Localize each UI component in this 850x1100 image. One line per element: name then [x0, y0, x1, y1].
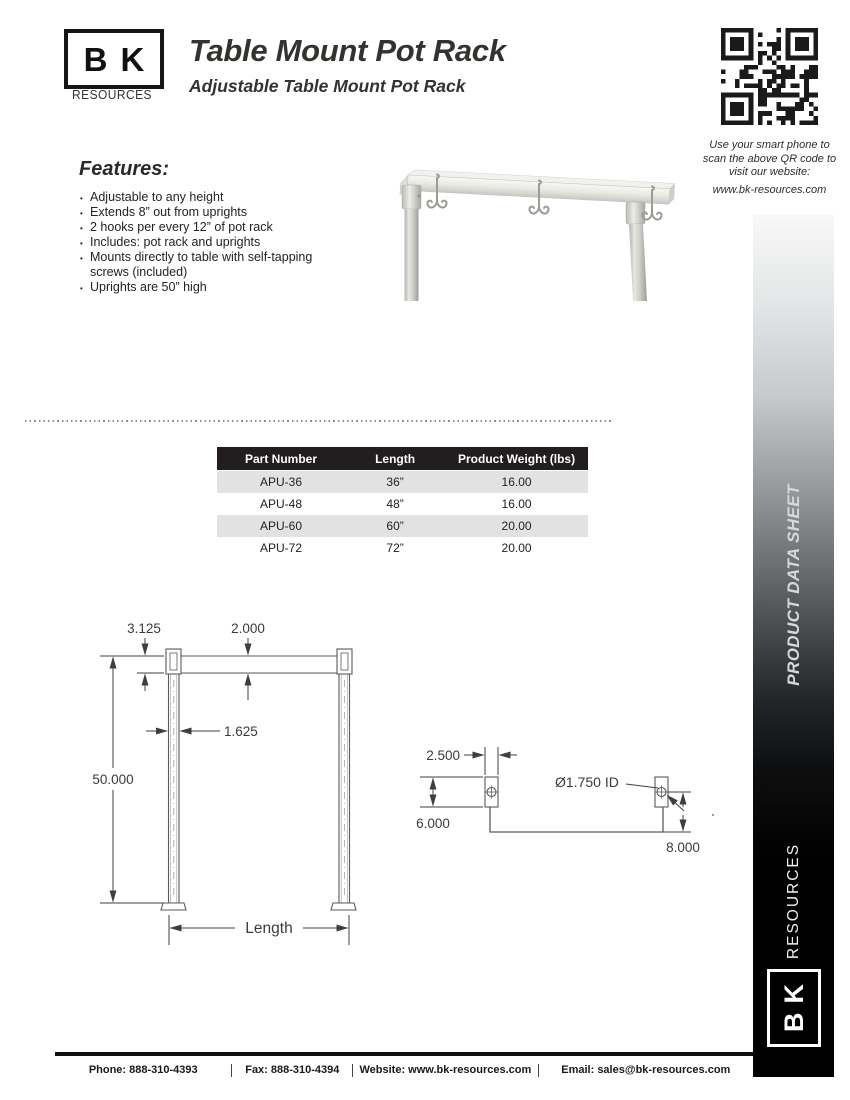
spec-header-part-number: Part Number [244, 451, 317, 466]
length-cell: 36” [386, 475, 404, 489]
front-view-dimensions [100, 638, 349, 945]
sidebar-product-data-sheet-label: PRODUCT DATA SHEET [783, 484, 803, 686]
part-number-cell: APU-36 [259, 475, 302, 489]
dim-upright-width: 1.625 [224, 724, 258, 739]
footer-website: Website: www.bk-resources.com [359, 1064, 532, 1076]
qr-caption-line: visit our website: [728, 166, 811, 178]
features-list [79, 190, 331, 295]
qr-caption-line: Use your smart phone to [709, 139, 830, 151]
dim-bar-height: 2.000 [231, 621, 265, 636]
weight-cell: 20.00 [501, 519, 532, 533]
bk-logo-name: RESOURCES [72, 87, 152, 102]
feature-item: • Mounts directly to table with self-tapping screws (included) [79, 250, 331, 280]
dim-socket-width: 2.500 [426, 748, 460, 763]
front-view-parts [161, 649, 356, 910]
part-number-cell: APU-72 [259, 541, 302, 555]
weight-cell: 16.00 [501, 497, 532, 511]
dim-length-label: Length [245, 920, 293, 937]
feature-item: • 2 hooks per every 12” of pot rack [79, 220, 331, 235]
table-row [217, 471, 588, 493]
sidebar-bk-logo-letters: BK [778, 975, 808, 1032]
spec-header-weight: Product Weight (lbs) [458, 451, 576, 466]
sidebar [753, 215, 834, 1077]
length-cell: 72” [386, 541, 404, 555]
bk-logo [64, 29, 164, 89]
dotted-divider [25, 420, 612, 422]
footer-fax: Fax: 888-310-4394 [245, 1064, 340, 1076]
footer-email: Email: sales@bk-resources.com [561, 1064, 731, 1076]
left-upright-post [402, 185, 421, 301]
dim-depth: 6.000 [416, 816, 450, 831]
table-row [217, 537, 588, 559]
bk-logo-letters: BK [83, 40, 158, 78]
qr-code [721, 28, 818, 125]
feature-item: • Uprights are 50” high [79, 280, 331, 295]
table-row [217, 515, 588, 537]
feature-item: • Includes: pot rack and uprights [79, 235, 331, 250]
product-photo [395, 165, 685, 305]
qr-caption [701, 139, 838, 197]
spec-table [217, 447, 588, 559]
qr-code-image [721, 28, 818, 125]
page-subtitle: Adjustable Table Mount Pot Rack [189, 76, 466, 96]
front-view-diagram [70, 600, 400, 960]
length-cell: 60” [386, 519, 404, 533]
sidebar-brand-name: RESOURCES [784, 842, 802, 960]
dim-socket-height: 3.125 [127, 621, 161, 636]
footer-rule [55, 1052, 753, 1056]
part-number-cell: APU-60 [259, 519, 302, 533]
dim-total-height: 50.000 [92, 772, 134, 787]
qr-caption-line: scan the above QR code to [702, 152, 837, 165]
features-heading: Features: [79, 158, 170, 180]
footer [55, 1061, 753, 1079]
spec-header-length: Length [375, 451, 416, 466]
table-row [217, 493, 588, 515]
feature-item: • Adjustable to any height [79, 190, 331, 205]
weight-cell: 16.00 [501, 475, 532, 489]
footer-phone: Phone: 888-310-4393 [88, 1064, 198, 1076]
features-section [79, 158, 331, 295]
sidebar-bk-logo [767, 969, 821, 1047]
part-number-cell: APU-48 [259, 497, 302, 511]
feature-item: • Extends 8” out from uprights [79, 205, 331, 220]
dim-inner-diameter: Ø1.750 ID [555, 774, 619, 790]
spec-table-header-row [217, 447, 588, 470]
qr-caption-website: www.bk-resources.com [712, 183, 827, 196]
dim-extension: 8.000 [666, 840, 700, 855]
top-view-diagram [400, 715, 730, 875]
weight-cell: 20.00 [501, 541, 532, 555]
page-title: Table Mount Pot Rack [189, 33, 506, 68]
length-cell: 48” [386, 497, 404, 511]
